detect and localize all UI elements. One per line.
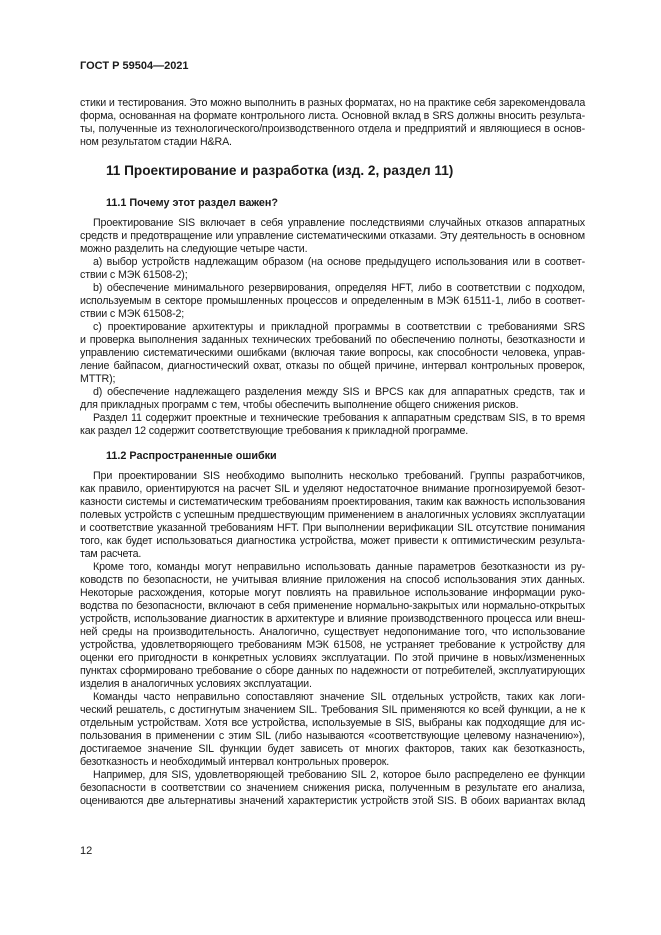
text-line: Раздел 11 содержит проектные и технические требования к аппаратным средствам SIS, в то время — [93, 412, 585, 424]
text-line: ты, полученные из технологического/производственного отдела и предприятий и являющиеся в основ- — [80, 123, 585, 135]
text-line: того, как будет использоваться диагностика устройства, может привести к оптимистическим результа- — [80, 535, 585, 547]
text-line: средств и предотвращение или управление систематическими отказами. Эту деятельность в основном — [80, 230, 585, 242]
text-line: изделия в аналогичных условиях эксплуатации. — [80, 678, 312, 690]
text-line: Некоторые расхождения, которые могут повлиять на правильное использование информации руко- — [80, 587, 585, 599]
list-item-line: ствии с МЭК 61508-2); — [80, 269, 188, 281]
text-line: водства по безопасности, включают в себя применение нормально-закрытых или нормально-открытых — [80, 600, 585, 612]
text-line: ном результатом стадии H&RA. — [80, 136, 232, 148]
text-line: казности системы и систематическим требованиям проектирования, таким как важность использования — [80, 496, 585, 508]
list-item-line: b) обеспечение минимального резервирования, определяя HFT, либо в соответствии с подходом, — [93, 282, 585, 294]
text-line: ководств по безопасности, не учитывая влияние приложения на способ использования этих данных. — [80, 574, 585, 586]
list-item-line: a) выбор устройств надлежащим образом (на основе предыдущего использования или в соответ- — [93, 256, 585, 268]
text-line: стики и тестирования. Это можно выполнить в разных форматах, но на практике себя зарекомендовала — [80, 97, 586, 109]
list-item-line: для прикладных программ с тем, чтобы обеспечить выполнение общего снижения рисков. — [80, 399, 519, 411]
text-line: полевых устройств с успешным предшествующим применением в аналогичных условиях эксплуатации — [80, 509, 585, 521]
text-line: пользования в применении с этим SIL (либо называются «соответствующие целевому назначению»), — [80, 730, 585, 742]
text-line: и соответствие указанной требованиям HFT. При выполнении верификации SIL отсутствие понимания — [80, 522, 585, 534]
subsection-title: 11.1 Почему этот раздел важен? — [106, 197, 279, 209]
text-line: как раздел 12 содержит соответствующие требования к прикладной программе. — [80, 425, 469, 437]
list-item-line: ление байпасом, диагностический охват, отказы по общей причине, интервал контрольных проверок, — [80, 360, 585, 372]
list-item-line: ствии с МЭК 61508-2; — [80, 308, 185, 320]
text-line: пунктах сформировано требование о сборе данных по надежности от потребителей, эксплуатирующих — [80, 665, 585, 677]
text-line: как правило, ориентируются на расчет SIL и уделяют недостаточное внимание прогнозируемой безот- — [80, 483, 585, 495]
text-line: Проектирование SIS включает в себя управление последствиями случайных отказов аппаратных — [93, 217, 585, 229]
text-line: отдельным устройствам. Хотя все устройства, используемые в SIS, выбраны как подходящие для ис- — [80, 717, 585, 729]
list-item-line: d) обеспечение надлежащего разделения между SIS и BPCS как для аппаратных средств, так и — [93, 386, 585, 398]
text-line: достигаемое значение SIL функции будет зависеть от многих факторов, таких как безотказность, — [80, 743, 585, 755]
text-line: устройства, удовлетворяющего требованиям МЭК 61508, не устраняет требование к устройству для — [80, 639, 585, 651]
text-line: оценки его пригодности в конкретных условиях эксплуатации. По этой причине в новых/измененных — [80, 652, 585, 664]
list-item-line: используемым в секторе промышленных процессов и определенным в МЭК 61511-1, либо в соответ- — [80, 295, 585, 307]
text-line: Кроме того, команды могут неправильно использовать данные параметров безотказности из ру- — [93, 561, 585, 573]
subsection-title: 11.2 Распространенные ошибки — [106, 450, 277, 462]
list-item-line: управлению систематическими ошибками (включая такие вопросы, как способности человека, управ- — [80, 347, 585, 359]
text-line: Например, для SIS, удовлетворяющей требованию SIL 2, которое было распределено ее функции — [93, 769, 585, 781]
page-number: 12 — [80, 845, 93, 857]
text-line: ней среды на производительность. Аналогично, существует недопонимание того, что использование — [80, 626, 585, 638]
list-item-line: и проверка выполнения заданных технических требований по обеспечению полноты, безотказности и — [80, 334, 585, 346]
text-line: ческий решатель, с достигнутым значением SIL. Требования SIL применяются ко всей функции, а не к — [80, 704, 585, 716]
section-title: 11 Проектирование и разработка (изд. 2, раздел 11) — [106, 163, 454, 178]
list-item-line: MTTR); — [80, 373, 116, 385]
document-header: ГОСТ Р 59504—2021 — [80, 60, 189, 72]
list-item-line: c) проектирование архитектуры и прикладной программы в соответствии с требованиями SRS — [93, 321, 585, 333]
text-line: там расчета. — [80, 548, 142, 560]
text-line: форма, основанная на формате контрольного листа. Основной вклад в SRS должны вносить результа- — [80, 110, 585, 122]
text-line: безопасности в соответствии со значением снижения риска, полученным в результате его анализа, — [80, 782, 585, 794]
text-line: безотказность и необходимый интервал контрольных проверок. — [80, 756, 390, 768]
text-line: оцениваются две альтернативы значений характеристик устройств этой SIS. В обоих вариантах вклад — [80, 795, 585, 807]
text-line: Команды часто неправильно сопоставляют значение SIL отдельных устройств, таких как логи- — [93, 691, 585, 703]
text-line: можно разделить на следующие четыре части. — [80, 243, 308, 255]
text-line: При проектировании SIS необходимо выполнить несколько требований. Группы разработчиков, — [93, 470, 585, 482]
text-line: устройств, использование диагностик в архитектуре и влияние производственного процесса или внеш- — [80, 613, 585, 625]
